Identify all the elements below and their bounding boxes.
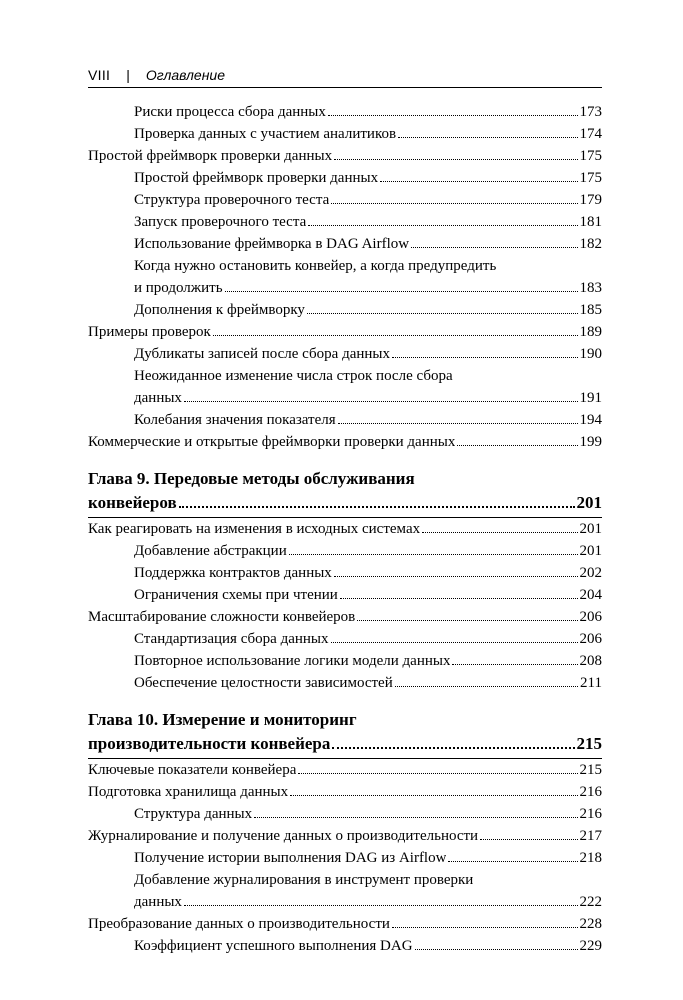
toc-entry-page: 228	[579, 916, 602, 932]
toc-entry-title: Простой фреймворк проверки данных	[134, 170, 379, 186]
toc-entry-title: Поддержка контрактов данных	[134, 565, 332, 581]
toc-entry-page: 206	[579, 631, 602, 647]
dot-leader	[184, 401, 578, 402]
dot-leader	[422, 532, 577, 533]
toc-section-entry[interactable]	[88, 913, 602, 935]
toc-entry-page: 189	[579, 324, 602, 340]
dot-leader	[380, 181, 577, 182]
dot-leader	[334, 576, 578, 577]
toc-entry-title: Стандартизация сбора данных	[134, 631, 329, 647]
toc-subsection-entry[interactable]	[88, 211, 602, 233]
toc-subsection-entry[interactable]	[88, 803, 602, 825]
toc-entry-title: Ключевые показатели конвейера	[88, 762, 297, 778]
toc-entry-title: Использование фреймворка в DAG Airflow	[134, 236, 410, 252]
toc-section-entry[interactable]	[88, 606, 602, 628]
toc-entry-first-line: Добавление журналирования в инструмент проверки	[134, 872, 474, 888]
toc-subsection-entry[interactable]	[88, 584, 602, 606]
toc-entry-page: 206	[579, 609, 602, 625]
toc-subsection-entry[interactable]	[88, 101, 602, 123]
toc-entry-title: Коэффициент успешного выполнения DAG	[134, 938, 413, 954]
toc-entry-page: 173	[579, 104, 602, 120]
toc-subsection-entry[interactable]	[88, 123, 602, 145]
toc-subsection-entry[interactable]	[88, 847, 602, 869]
dot-leader	[213, 335, 578, 336]
dot-leader	[411, 247, 577, 248]
toc-entry-title: Простой фреймворк проверки данных	[88, 148, 333, 164]
toc-entry-page: 211	[580, 675, 602, 691]
toc-entry-page: 181	[579, 214, 602, 230]
toc-entry-title: Обеспечение целостности зависимостей	[134, 675, 393, 691]
toc-entry-page: 208	[579, 653, 602, 669]
dot-leader	[184, 905, 578, 906]
toc-entry-title: Ограничения схемы при чтении	[134, 587, 338, 603]
toc-section-entry[interactable]	[88, 759, 602, 781]
toc-entry-title: Запуск проверочного теста	[134, 214, 307, 230]
toc-entry-page: 215	[579, 762, 602, 778]
toc-entry-page: 229	[579, 938, 602, 954]
toc-subsection-entry[interactable]	[88, 409, 602, 431]
header-separator: |	[126, 67, 130, 83]
dot-leader	[290, 795, 577, 796]
toc-entry-page: 185	[579, 302, 602, 318]
chapter-10	[88, 708, 602, 957]
toc-entry-title: Преобразование данных о производительности	[88, 916, 390, 932]
chapter-9-entries	[88, 518, 602, 694]
toc-entry-page: 183	[579, 280, 602, 296]
toc-entry-title: Дополнения к фреймворку	[134, 302, 305, 318]
toc-subsection-entry[interactable]	[88, 189, 602, 211]
chapter-title-text: конвейеров	[88, 493, 177, 512]
toc-entry-title: Структура проверочного теста	[134, 192, 330, 208]
toc-subsection-entry[interactable]	[88, 650, 602, 672]
toc-entry-title: Получение истории выполнения DAG из Airflow	[134, 850, 447, 866]
dot-leader	[298, 773, 577, 774]
dot-leader	[457, 445, 577, 446]
dot-leader	[331, 642, 578, 643]
dot-leader	[331, 203, 577, 204]
toc-entry-title: Подготовка хранилища данных	[88, 784, 289, 800]
dot-leader	[307, 313, 578, 314]
chapter-page-number: 215	[576, 734, 602, 753]
dot-leader	[338, 423, 578, 424]
toc-entry-title: Повторное использование логики модели данных	[134, 653, 451, 669]
toc-entry-title: Риски процесса сбора данных	[134, 104, 326, 120]
toc-subsection-entry[interactable]	[88, 562, 602, 584]
toc-entry-first-line: Неожиданное изменение числа строк после сбора	[134, 368, 453, 384]
toc-subsection-entry[interactable]	[88, 935, 602, 957]
toc-entry-page: 174	[579, 126, 602, 142]
toc-entry-page: 222	[579, 894, 602, 910]
toc-entry-title: Дубликаты записей после сбора данных	[134, 346, 390, 362]
toc-entry-page: 201	[579, 521, 602, 537]
chapter-10-entries	[88, 759, 602, 957]
dot-leader	[398, 137, 577, 138]
dot-leader	[415, 949, 578, 950]
toc-subsection-entry[interactable]	[88, 277, 602, 299]
dot-leader	[334, 159, 577, 160]
toc-subsection-entry[interactable]	[88, 891, 602, 913]
toc-entry-page: 179	[579, 192, 602, 208]
toc-entry-title: Журналирование и получение данных о производительности	[88, 828, 479, 844]
dot-leader	[448, 861, 577, 862]
dot-leader	[308, 225, 577, 226]
dot-leader	[392, 357, 578, 358]
table-of-contents	[88, 101, 602, 957]
toc-subsection-entry[interactable]	[88, 299, 602, 321]
toc-entry-page: 202	[579, 565, 602, 581]
toc-entry-first-line: Когда нужно остановить конвейер, а когда предупредить	[134, 258, 497, 274]
toc-block-chapter8-continued	[88, 101, 602, 453]
chapter-title-line1: Глава 9. Передовые методы обслуживания	[88, 469, 415, 488]
toc-entry-page: 199	[579, 434, 602, 450]
chapter-title-text: производительности конвейера	[88, 734, 331, 753]
toc-subsection-entry[interactable]	[88, 343, 602, 365]
toc-entry-title: Структура данных	[134, 806, 253, 822]
chapter-9	[88, 467, 602, 694]
toc-subsection-entry[interactable]	[88, 672, 602, 694]
chapter-page-number: 201	[576, 493, 602, 512]
toc-entry-page: 204	[579, 587, 602, 603]
toc-entry-page: 216	[579, 806, 602, 822]
toc-entry-title: данных	[134, 894, 182, 910]
running-head	[88, 60, 602, 88]
chapter-title-line2[interactable]	[88, 491, 602, 515]
toc-section-entry[interactable]	[88, 145, 602, 167]
toc-section-entry[interactable]	[88, 518, 602, 540]
toc-entry-page: 194	[579, 412, 602, 428]
toc-entry-title: Проверка данных с участием аналитиков	[134, 126, 397, 142]
toc-subsection-entry[interactable]	[88, 233, 602, 255]
toc-entry-title: данных	[134, 390, 182, 406]
dot-leader	[332, 747, 574, 749]
dot-leader	[225, 291, 578, 292]
toc-entry-page: 175	[579, 148, 602, 164]
toc-entry-page: 182	[579, 236, 602, 252]
toc-entry-title: Примеры проверок	[88, 324, 211, 340]
chapter-title-line1: Глава 10. Измерение и мониторинг	[88, 710, 357, 729]
dot-leader	[254, 817, 577, 818]
chapter-title-line2[interactable]	[88, 732, 602, 756]
toc-subsection-entry[interactable]	[88, 628, 602, 650]
toc-entry-page: 190	[579, 346, 602, 362]
toc-section-entry[interactable]	[88, 781, 602, 803]
toc-section-entry[interactable]	[88, 321, 602, 343]
toc-entry-title: Колебания значения показателя	[134, 412, 336, 428]
toc-entry-page: 191	[579, 390, 602, 406]
toc-section-entry[interactable]	[88, 825, 602, 847]
dot-leader	[289, 554, 578, 555]
toc-section-entry[interactable]	[88, 431, 602, 453]
toc-entry-page: 218	[579, 850, 602, 866]
toc-entry-title: Как реагировать на изменения в исходных системах	[88, 521, 421, 537]
dot-leader	[340, 598, 578, 599]
toc-entry-title: Коммерческие и открытые фреймворки проверки данных	[88, 434, 456, 450]
toc-subsection-entry[interactable]	[88, 540, 602, 562]
toc-entry-title: Добавление абстракции	[134, 543, 287, 559]
dot-leader	[392, 927, 578, 928]
section-title: Оглавление	[145, 67, 225, 83]
toc-entry-page: 201	[579, 543, 602, 559]
dot-leader	[395, 686, 578, 687]
toc-entry-page: 216	[579, 784, 602, 800]
toc-entry-page: 217	[579, 828, 602, 844]
toc-subsection-entry[interactable]	[88, 387, 602, 409]
dot-leader	[480, 839, 577, 840]
toc-entry-title: Масштабирование сложности конвейеров	[88, 609, 356, 625]
toc-entry-title: и продолжить	[134, 280, 223, 296]
dot-leader	[328, 115, 578, 116]
dot-leader	[452, 664, 577, 665]
toc-entry-page: 175	[579, 170, 602, 186]
dot-leader	[357, 620, 577, 621]
page-number: VIII	[88, 67, 111, 83]
dot-leader	[179, 506, 575, 508]
toc-subsection-entry[interactable]	[88, 167, 602, 189]
